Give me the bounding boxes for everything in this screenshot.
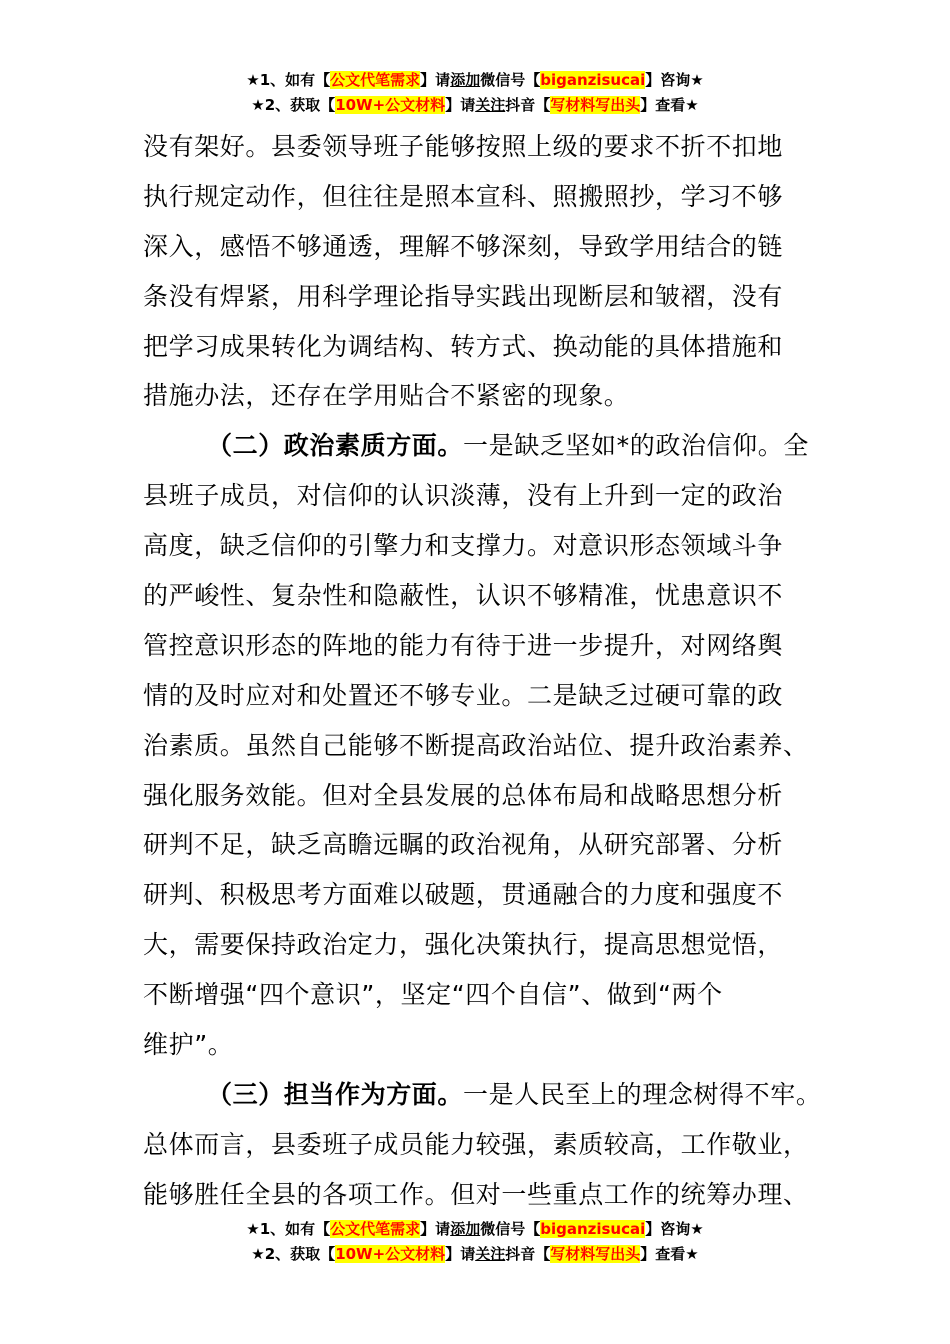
body-line: 高度，缺乏信仰的引擎力和支撑力。对意识形态领域斗争 bbox=[143, 531, 784, 561]
banner-underlined-text: 关注 bbox=[475, 96, 506, 114]
banner-text: 抖音【 bbox=[505, 1245, 551, 1263]
body-line: 执行规定动作，但往往是照本宣科、照搬照抄，学习不够 bbox=[143, 181, 784, 211]
body-line: 大，需要保持政治定力，强化决策执行，提高思想觉悟， bbox=[143, 930, 784, 960]
body-text-segment: 一是人民至上的理念树得不牢。 bbox=[463, 1079, 822, 1109]
banner-underlined-text: 添加 bbox=[450, 71, 481, 89]
banner-line-1 bbox=[0, 68, 950, 93]
banner-highlight: 公文代笔需求 bbox=[330, 71, 421, 89]
body-line: 管控意识形态的阵地的能力有待于进一步提升，对网络舆 bbox=[143, 630, 784, 660]
banner-text: ★1、如有【 bbox=[246, 71, 331, 89]
banner-text: 】查看★ bbox=[640, 96, 699, 114]
banner-highlight: biganzisucai bbox=[540, 1220, 646, 1238]
banner-text: 】请 bbox=[445, 96, 476, 114]
body-line: 措施办法，还存在学用贴合不紧密的现象。 bbox=[143, 381, 630, 411]
banner-line-1 bbox=[0, 1217, 950, 1242]
banner-text: ★1、如有【 bbox=[246, 1220, 331, 1238]
body-line: 条没有焊紧，用科学理论指导实践出现断层和皱褶，没有 bbox=[143, 281, 784, 311]
banner-text: 】查看★ bbox=[640, 1245, 699, 1263]
banner-underlined-text: 关注 bbox=[475, 1245, 506, 1263]
banner-text: ★2、获取【 bbox=[251, 1245, 336, 1263]
banner-highlight: 写材料写出头 bbox=[550, 96, 641, 114]
body-line: 治素质。虽然自己能够不断提高政治站位、提升政治素养、 bbox=[143, 730, 809, 760]
banner-underlined-text: 添加 bbox=[450, 1220, 481, 1238]
body-line: 深入，感悟不够通透，理解不够深刻，导致学用结合的链 bbox=[143, 231, 784, 261]
banner-text: 】咨询★ bbox=[645, 71, 704, 89]
banner-highlight: 10W+公文材料 bbox=[335, 96, 446, 114]
banner-line-2 bbox=[0, 1242, 950, 1267]
body-line: 总体而言，县委班子成员能力较强，素质较高，工作敬业， bbox=[143, 1129, 809, 1159]
banner-text: 】请 bbox=[420, 1220, 451, 1238]
section-2-first-line bbox=[143, 421, 807, 471]
body-line: 研判不足，缺乏高瞻远瞩的政治视角，从研究部署、分析 bbox=[143, 830, 784, 860]
body-line: 县班子成员，对信仰的认识淡薄，没有上升到一定的政治 bbox=[143, 481, 784, 511]
footer-banner bbox=[0, 1217, 950, 1267]
banner-highlight: 公文代笔需求 bbox=[330, 1220, 421, 1238]
body-line: 把学习成果转化为调结构、转方式、换动能的具体措施和 bbox=[143, 331, 784, 361]
banner-text: 抖音【 bbox=[505, 96, 551, 114]
banner-highlight: 10W+公文材料 bbox=[335, 1245, 446, 1263]
document-body bbox=[143, 122, 822, 1220]
banner-text: 】请 bbox=[445, 1245, 476, 1263]
body-line: 维护”。 bbox=[143, 1030, 234, 1060]
banner-line-2 bbox=[0, 93, 950, 118]
banner-highlight: 写材料写出头 bbox=[550, 1245, 641, 1263]
section-3-first-line bbox=[143, 1070, 822, 1120]
body-line: 没有架好。县委领导班子能够按照上级的要求不折不扣地 bbox=[143, 132, 784, 161]
body-line: 研判、积极思考方面难以破题，贯通融合的力度和强度不 bbox=[143, 880, 784, 910]
body-line: 强化服务效能。但对全县发展的总体布局和战略思想分析 bbox=[143, 780, 784, 810]
header-banner bbox=[0, 68, 950, 118]
body-line: 能够胜任全县的各项工作。但对一些重点工作的统筹办理、 bbox=[143, 1179, 809, 1209]
body-text-segment: 一是缺乏坚如*的政治信仰。全 bbox=[463, 431, 809, 461]
body-line: 的严峻性、复杂性和隐蔽性，认识不够精准，忧患意识不 bbox=[143, 581, 784, 611]
banner-text: 微信号【 bbox=[480, 1220, 541, 1238]
banner-text: 微信号【 bbox=[480, 71, 541, 89]
banner-highlight: biganzisucai bbox=[540, 71, 646, 89]
body-line: 不断增强“四个意识”，坚定“四个自信”、做到“两个 bbox=[143, 980, 723, 1010]
body-line: 情的及时应对和处置还不够专业。二是缺乏过硬可靠的政 bbox=[143, 680, 784, 710]
banner-text: 】请 bbox=[420, 71, 451, 89]
banner-text: ★2、获取【 bbox=[251, 96, 336, 114]
banner-text: 】咨询★ bbox=[645, 1220, 704, 1238]
section-3-heading: （三）担当作为方面。 bbox=[207, 1079, 464, 1109]
section-2-heading: （二）政治素质方面。 bbox=[207, 431, 464, 461]
